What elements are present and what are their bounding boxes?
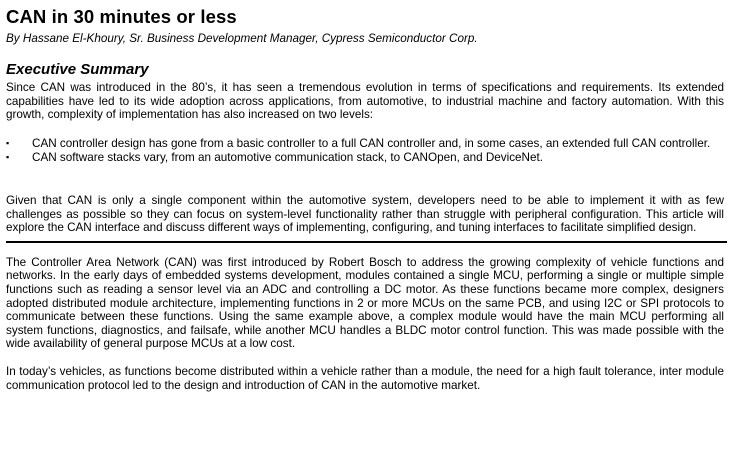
list-item xyxy=(6,137,724,151)
body-paragraph-1: The Controller Area Network (CAN) was first introduced by Robert Bosch to address the growing complexity of vehicle functions and networks. In the early days of embedded systems development, modules contained a single MCU, performing a single or multiple simple functions such as reading a sensor level via an ADC and controlling a DC motor. As these functions became more complex, designers adopted distributed module architecture, implementing functions in 2 or more MCUs on the same PCB, and using I2C or SPI protocols to communicate between these functions. Using the same example above, a complex module would have the main MCU performing all system functions, diagnostics, and failsafe, while another MCU handles a BLDC motor control function. This was made possible with the wide availability of general purpose MCUs at a low cost. xyxy=(6,255,724,351)
bullet-text: CAN controller design has gone from a basic controller to a full CAN controller and, in some cases, an extended full CAN controller. xyxy=(32,136,711,150)
summary-bullet-list xyxy=(6,137,724,165)
executive-summary-closing: Given that CAN is only a single component within the automotive system, developers need to be able to implement it with as few challenges as possible so they can focus on system-level functionality rather than struggle with peripheral configuration. This article will explore the CAN interface and discuss different ways of implementing, configuring, and tuning interfaces to facilitate simplified design. xyxy=(6,193,724,235)
section-divider xyxy=(6,241,727,243)
square-bullet-icon: ▪ xyxy=(6,152,10,163)
bullet-text: CAN software stacks vary, from an automotive communication stack, to CANOpen, and DeviceNet. xyxy=(32,151,543,165)
article-title: CAN in 30 minutes or less xyxy=(6,6,237,27)
square-bullet-icon: ▪ xyxy=(6,137,10,148)
body-paragraph-2: In today’s vehicles, as functions become distributed within a vehicle rather than a module, the need for a high fault tolerance, inter module communication protocol led to the design and introduction of CAN in the automotive market. xyxy=(6,364,724,392)
list-item xyxy=(6,151,724,165)
executive-summary-heading: Executive Summary xyxy=(6,61,149,78)
author-byline: By Hassane El-Khoury, Sr. Business Development Manager, Cypress Semiconductor Corp. xyxy=(6,32,478,45)
document-page xyxy=(6,6,724,392)
executive-summary-intro: Since CAN was introduced in the 80’s, it has seen a tremendous evolution in terms of specifications and requirements. Its extended capabilities have led to its wide adoption across applications, from automotive, to industrial machine and factory automation. With this growth, complexity of implementation has also increased on two levels: xyxy=(6,81,724,122)
